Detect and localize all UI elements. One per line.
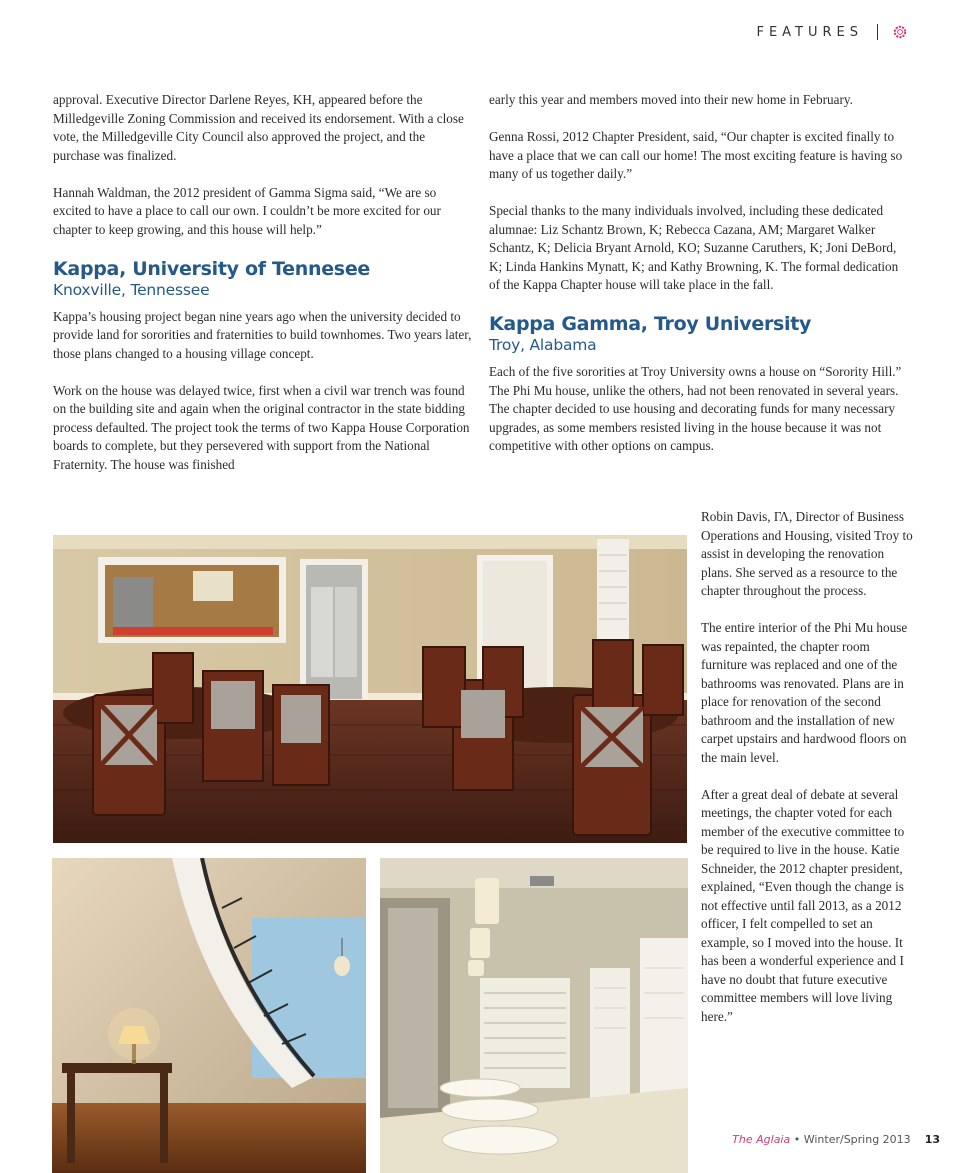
left-column bbox=[53, 91, 473, 474]
body-paragraph: Hannah Waldman, the 2012 president of Gamma Sigma said, “We are so excited to have a place to call our own. I couldn’t be more excited for our chapter to keep growing, and this house will help.” bbox=[53, 184, 441, 237]
page-header bbox=[756, 24, 908, 40]
section-heading-kappa-gamma: Kappa Gamma, Troy University bbox=[489, 313, 812, 335]
side-column bbox=[701, 508, 913, 1026]
body-paragraph: Each of the five sororities at Troy University owns a house on “Sorority Hill.” The Phi Mu house, unlike the others, had not been renovated in several years. The chapter decided to use housing and decorating funds for many necessary upgrades, as some members resisted living in the house because it was not competitive with other options on campus. bbox=[489, 364, 902, 453]
header-divider bbox=[877, 24, 878, 40]
right-column bbox=[489, 91, 909, 456]
bathroom-photo bbox=[380, 858, 688, 1173]
page-footer bbox=[732, 1133, 940, 1146]
issue-label: • Winter/Spring 2013 bbox=[793, 1133, 911, 1146]
footer-publication bbox=[732, 1133, 911, 1146]
body-paragraph: Kappa’s housing project began nine years ago when the university decided to provide land for sororities and fraternities to build townhomes. Two years later, those plans changed to a housing village concept. bbox=[53, 308, 472, 361]
body-paragraph: early this year and members moved into their new home in February. bbox=[489, 92, 853, 107]
dining-room-photo bbox=[53, 535, 687, 843]
body-paragraph: Genna Rossi, 2012 Chapter President, said, “Our chapter is excited finally to have a place that we can call our home! The most exciting feature is having so many of us together daily.” bbox=[489, 129, 903, 181]
body-paragraph: After a great deal of debate at several meetings, the chapter voted for each member of the executive committee to be required to live in the house. Katie Schneider, the 2012 chapter president, explained, “Even though the change is not effective until fall 2013, as a 2012 officer, I felt compelled to set an example, so I moved into the house. It has been a wonderful experience and I have no doubt that future executive committee members will love living here.” bbox=[701, 786, 905, 1024]
page-number: 13 bbox=[924, 1133, 940, 1146]
section-label: FEATURES bbox=[756, 24, 863, 40]
body-paragraph: Work on the house was delayed twice, first when a civil war trench was found on the building site and again when the original contractor in the state bidding process defaulted. The project took the terms of two Kappa House Corporation boards to complete, but they persevered with support from the National Fraternity. The house was finished bbox=[53, 382, 470, 472]
body-paragraph: The entire interior of the Phi Mu house was repainted, the chapter room furniture was replaced and one of the bathrooms was renovated. Plans are in place for renovation of the second bathroom and the installation of new carpet upstairs and hardwood floors on the main level. bbox=[701, 620, 908, 765]
flower-logo-icon bbox=[892, 24, 908, 40]
magazine-title: The Aglaia bbox=[732, 1133, 791, 1146]
staircase-photo bbox=[52, 858, 366, 1173]
body-paragraph: Robin Davis, ΓΛ, Director of Business Operations and Housing, visited Troy to assist in developing the renovation plans. She served as a resource to the chapter throughout the process. bbox=[701, 509, 913, 598]
body-paragraph: Special thanks to the many individuals involved, including these dedicated alumnae: Liz Schantz Brown, K; Rebecca Cazana, AM; Margaret Walker Schantz, K; Delicia Bryant Arnold, KO; Suzanne Caruthers, K; Joni DeBord, K; Linda Hankins Mynatt, K; and Kathy Browning, K. The formal dedication of the Kappa Chapter house will take place in the fall. bbox=[489, 203, 899, 292]
section-subheading-knoxville: Knoxville, Tennessee bbox=[53, 280, 210, 299]
body-paragraph: approval. Executive Director Darlene Reyes, KH, appeared before the Milledgeville Zoning Commission and received its endorsement. With a close vote, the Milledgeville City Council also approved the project, and the purchase was finalized. bbox=[53, 92, 464, 163]
section-subheading-troy: Troy, Alabama bbox=[489, 336, 597, 354]
section-heading-kappa: Kappa, University of Tennesee bbox=[53, 257, 370, 280]
